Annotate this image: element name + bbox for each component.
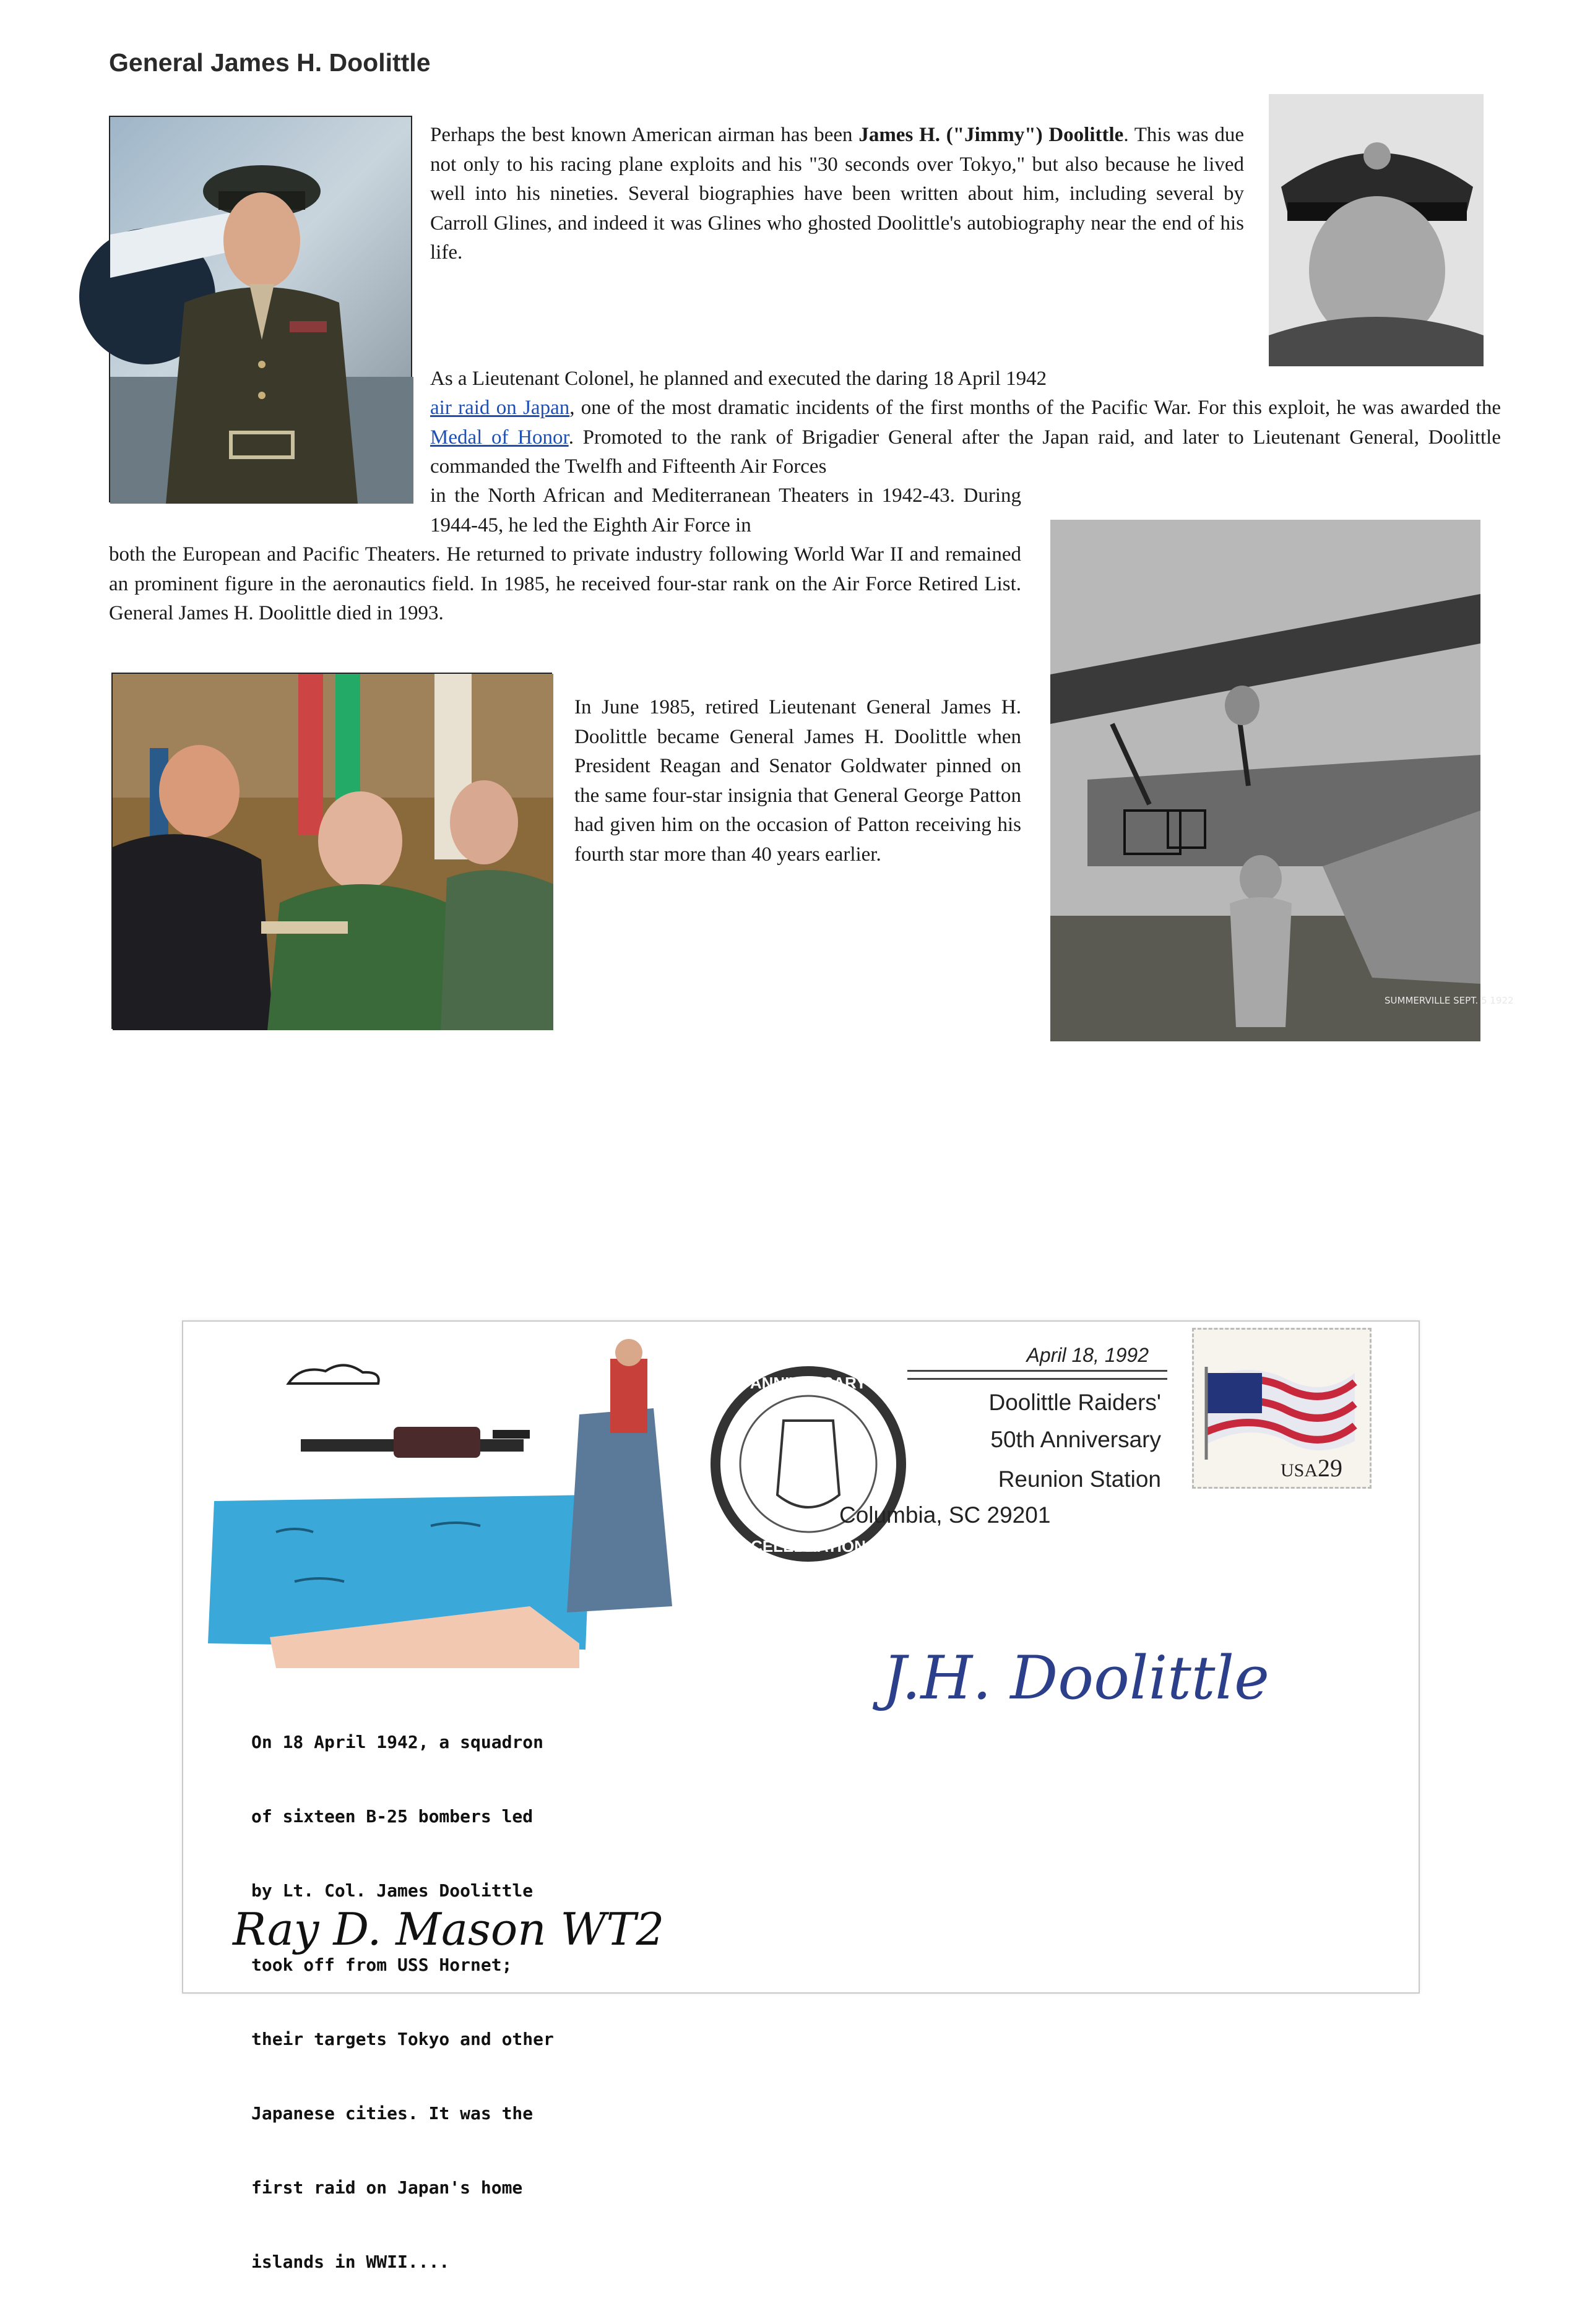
cachet-line: Japanese cities. It was the: [251, 2103, 534, 2124]
air-raid-link[interactable]: air raid on Japan: [430, 397, 570, 419]
page-title: General James H. Doolittle: [109, 48, 431, 77]
ceremony-paragraph: In June 1985, retired Lieutenant General James H. Doolittle became General James H. Doolittle when President Reagan and Senator Goldwater pinned on the same four-star insignia that General George Patton had given him on the occasion of Patton receiving his fourth star more than 40 years earlier.: [574, 696, 1021, 866]
stamp-country: USA: [1281, 1460, 1318, 1481]
raid-text-2: , one of the most dramatic incidents of the first months of the Pacific War. For this exploit, he was awarded the: [569, 397, 1501, 419]
cachet-line: of sixteen B-25 bombers led: [251, 1806, 534, 1827]
cancellation-ring: [709, 1334, 907, 1606]
cancel-line1: Doolittle Raiders': [988, 1390, 1161, 1415]
doolittle-portrait-photo: [1269, 94, 1484, 366]
cachet-signature: Ray D. Mason WT2: [233, 1903, 665, 1955]
raid-paragraph-line1: As a Lieutenant Colonel, he planned and executed the daring 18 April 1942: [430, 368, 1047, 390]
cancel-line2: 50th Anniversary: [990, 1427, 1161, 1452]
medal-of-honor-link[interactable]: Medal of Honor: [430, 426, 569, 449]
cachet-line: first raid on Japan's home: [251, 2177, 523, 2198]
intro-paragraph: [430, 121, 1244, 268]
photo-caption: SUMMERVILLE SEPT. 5 1922: [1385, 995, 1514, 1006]
cancel-line4: Columbia, SC 29201: [839, 1502, 1051, 1528]
cachet-line: took off from USS Hornet;: [251, 1955, 512, 1975]
raid-text-3: . Promoted to the rank of Brigadier General after the Japan raid, and later to Lieutenant General, Doolittle commanded the Twelfh and Fifteenth Air Forces: [430, 426, 1501, 478]
raid-paragraph-middle: in the North African and Mediterranean Theaters in 1942-43. During 1944-45, he led the Eighth Air Force in: [430, 484, 1021, 536]
biplane-photo: [1050, 520, 1514, 1041]
cancel-bars: [907, 1370, 1167, 1380]
ring-bottom-text: CELEBRATION: [751, 1537, 866, 1556]
envelope-cover: [182, 1320, 1420, 2272]
intro-text-end: . This was due not only to his racing plane exploits and his "30 seconds over Tokyo," but also because he lived well into his nineties. Several biographies have been written about him, including several by Carroll Glines, and indeed it was Glines who ghosted Doolittle's autobiography near the end of his life.: [430, 124, 1244, 264]
cachet-text-block: [251, 1681, 554, 2324]
postage-stamp: [1192, 1328, 1372, 1489]
doolittle-autograph: J.H. Doolittle: [883, 1643, 1269, 1713]
raid-paragraph-main: [430, 394, 1501, 482]
raid-paragraph-end: both the European and Pacific Theaters. He returned to private industry following World War II and remained an prominent figure in the aeronautics field. In 1985, he received four-star rank on the Air Force Retired List. General James H. Doolittle died in 1993.: [109, 543, 1021, 624]
stamp-value: 29: [1318, 1454, 1343, 1482]
cachet-line: their targets Tokyo and other: [251, 2029, 554, 2049]
intro-text-start: Perhaps the best known American airman has been: [430, 124, 859, 146]
cancel-line3: Reunion Station: [998, 1466, 1161, 1492]
cachet-line: islands in WWII....: [251, 2252, 450, 2272]
ring-top-text: ANNIVERSARY: [750, 1374, 867, 1392]
cachet-line: On 18 April 1942, a squadron: [251, 1732, 544, 1752]
doolittle-uniform-photo: [109, 116, 412, 502]
ceremony-photo: [111, 673, 552, 1029]
cachet-line: by Lt. Col. James Doolittle: [251, 1880, 534, 1901]
cancel-date: April 18, 1992: [1026, 1344, 1149, 1366]
intro-name-bold: James H. ("Jimmy") Doolittle: [858, 124, 1124, 146]
